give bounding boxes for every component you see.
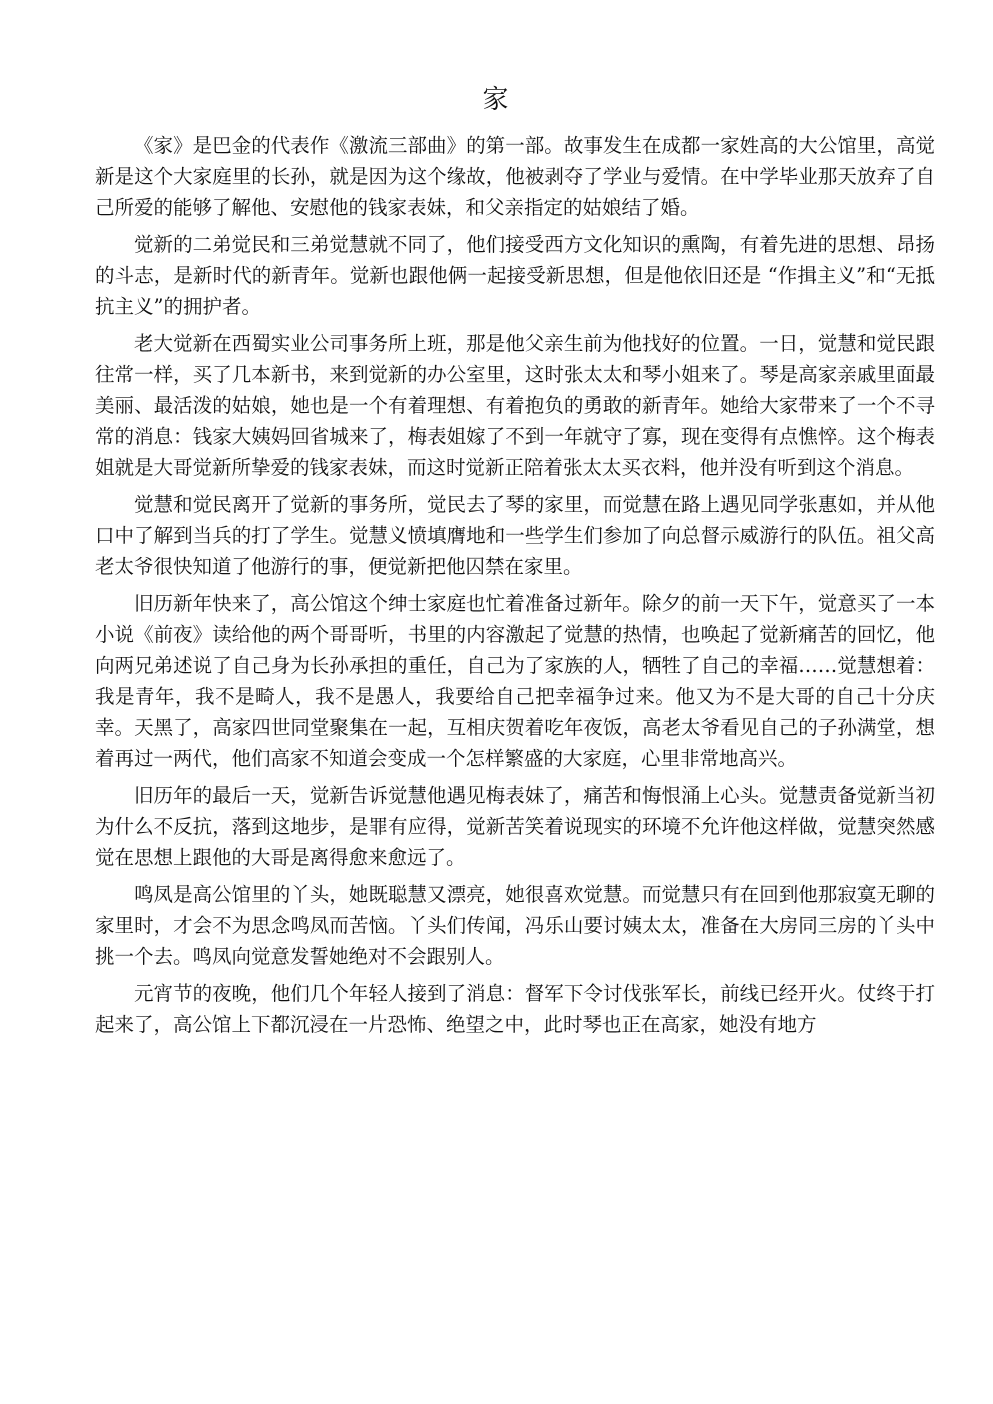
document-body: [95, 130, 935, 1046]
paragraph-2: 觉新的二弟觉民和三弟觉慧就不同了，他们接受西方文化知识的熏陶，有着先进的思想、昂扬的斗志，是新时代的新青年。觉新也跟他俩一起接受新思想，但是他依旧还是 “作揖主义”和“无抵抗主义”的拥护者。: [95, 233, 935, 318]
paragraph-8: 元宵节的夜晚，他们几个年轻人接到了消息：督军下令讨伐张军长，前线已经开火。仗终于打起来了，高公馆上下都沉浸在一片恐怖、绝望之中，此时琴也正在高家，她没有地方: [95, 982, 935, 1036]
paragraph-7: 鸣凤是高公馆里的丫头，她既聪慧又漂亮，她很喜欢觉慧。而觉慧只有在回到他那寂寞无聊的家里时，才会不为思念鸣凤而苦恼。丫头们传闻，冯乐山要讨姨太太，准备在大房同三房的丫头中挑一个去。鸣凤向觉意发誓她绝对不会跟别人。: [95, 883, 935, 968]
paragraph-3: 老大觉新在西蜀实业公司事务所上班，那是他父亲生前为他找好的位置。一日，觉慧和觉民跟往常一样，买了几本新书，来到觉新的办公室里，这时张太太和琴小姐来了。琴是高家亲戚里面最美丽、最活泼的姑娘，她也是一个有着理想、有着抱负的勇敢的新青年。她给大家带来了一个不寻常的消息：钱家大姨妈回省城来了，梅表姐嫁了不到一年就守了寡，现在变得有点憔悴。这个梅表姐就是大哥觉新所挚爱的钱家表妹，而这时觉新正陪着张太太买衣料，他并没有听到这个消息。: [95, 332, 935, 479]
paragraph-6: 旧历年的最后一天，觉新告诉觉慧他遇见梅表妹了，痛苦和悔恨涌上心头。觉慧责备觉新当初为什么不反抗，落到这地步，是罪有应得，觉新苦笑着说现实的环境不允许他这样做，觉慧突然感觉在思想上跟他的大哥是离得愈来愈远了。: [95, 784, 935, 869]
paragraph-4: 觉慧和觉民离开了觉新的事务所，觉民去了琴的家里，而觉慧在路上遇见同学张惠如，并从他口中了解到当兵的打了学生。觉慧义愤填膺地和一些学生们参加了向总督示威游行的队伍。祖父高老太爷很快知道了他游行的事，便觉新把他囚禁在家里。: [95, 493, 935, 578]
document-title: 家: [482, 85, 511, 115]
paragraph-1: 《家》是巴金的代表作《激流三部曲》的第一部。故事发生在成都一家姓高的大公馆里，高觉新是这个大家庭里的长孙，就是因为这个缘故，他被剥夺了学业与爱情。在中学毕业那天放弃了自己所爱的能够了解他、安慰他的钱家表妹，和父亲指定的姑娘结了婚。: [95, 134, 935, 219]
paragraph-5: 旧历新年快来了，高公馆这个绅士家庭也忙着准备过新年。除夕的前一天下午，觉意买了一本小说《前夜》读给他的两个哥哥听，书里的内容激起了觉慧的热情，也唤起了觉新痛苦的回忆，他向两兄弟述说了自己身为长孙承担的重任，自己为了家族的人，牺牲了自己的幸福……觉慧想着：我是青年，我不是畸人，我不是愚人，我要给自己把幸福争过来。他又为不是大哥的自己十分庆幸。天黑了，高家四世同堂聚集在一起，互相庆贺着吃年夜饭，高老太爷看见自己的子孙满堂，想着再过一两代，他们高家不知道会变成一个怎样繁盛的大家庭，心里非常地高兴。: [95, 592, 935, 770]
